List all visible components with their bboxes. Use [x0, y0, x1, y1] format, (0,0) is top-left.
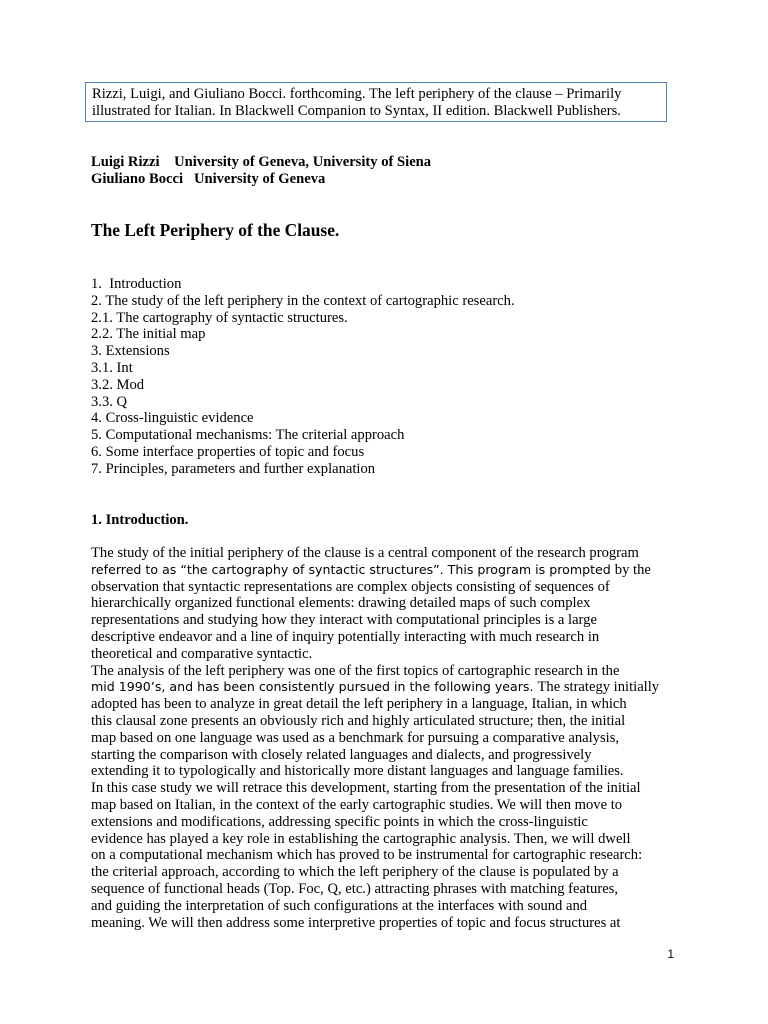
toc-item: 4. Cross-linguistic evidence: [91, 410, 254, 427]
text-line: the criterial approach, according to which the left periphery of the clause is populated by a: [91, 864, 619, 881]
text-line: observation that syntactic representations are complex objects consisting of sequences of: [91, 578, 610, 595]
toc-item: 2.1. The cartography of syntactic structures.: [91, 309, 348, 326]
toc-item: 3.3. Q: [91, 393, 128, 410]
author-line: Luigi Rizzi University of Geneva, University of Siena: [91, 154, 432, 170]
text-line: referred to as “the cartography of syntactic structures”. This program is prompted by the: [91, 561, 651, 578]
text-line: this clausal zone presents an obviously rich and highly articulated structure; then, the initial: [91, 712, 626, 729]
author-affiliations: [91, 154, 711, 188]
author-line: Giuliano Bocci University of Geneva: [91, 171, 326, 187]
text-line: theoretical and comparative syntactic.: [91, 645, 313, 662]
toc-item: 6. Some interface properties of topic and focus: [91, 443, 365, 460]
text-line: adopted has been to analyze in great detail the left periphery in a language, Italian, in which: [91, 696, 627, 713]
text-line: descriptive endeavor and a line of inquiry potentially interacting with much research in: [91, 628, 600, 645]
text-line: extensions and modifications, addressing specific points in which the cross-linguistic: [91, 813, 588, 830]
paper-title: The Left Periphery of the Clause.: [91, 220, 340, 240]
text-line: sequence of functional heads (Top. Foc, Q, etc.) attracting phrases with matching features,: [91, 880, 619, 897]
toc-item: 3.1. Int: [91, 359, 133, 376]
toc-item: 1. Introduction: [91, 276, 182, 292]
text-line: mid 1990’s, and has been consistently pursued in the following years. The strategy initially: [91, 679, 660, 696]
body-text: [91, 545, 691, 931]
text-line: In this case study we will retrace this development, starting from the presentation of the initial: [91, 780, 641, 797]
text-line: on a computational mechanism which has proved to be instrumental for cartographic research:: [91, 847, 643, 864]
page-number: 1: [667, 947, 674, 961]
text-line: map based on Italian, in the context of the early cartographic studies. We will then move to: [91, 796, 623, 813]
text-line: representations and studying how they interact with computational principles is a large: [91, 612, 597, 629]
text-line: and guiding the interpretation of such configurations at the interfaces with sound and: [91, 897, 588, 914]
toc-item: 7. Principles, parameters and further explanation: [91, 460, 376, 477]
text-line: meaning. We will then address some interpretive properties of topic and focus structures at: [91, 914, 621, 931]
toc-item: 3.2. Mod: [91, 376, 145, 393]
toc-item: 3. Extensions: [91, 343, 170, 360]
paragraph: [91, 780, 691, 931]
toc-item: 5. Computational mechanisms: The criterial approach: [91, 427, 405, 444]
text-line: hierarchically organized functional elements: drawing detailed maps of such complex: [91, 595, 591, 612]
paragraph: [91, 545, 691, 663]
citation-box: [85, 82, 667, 122]
toc-item: 2. The study of the left periphery in the context of cartographic research.: [91, 292, 515, 309]
citation-text: Rizzi, Luigi, and Giuliano Bocci. forthcoming. The left periphery of the clause – Primarily illustrated for Italian. In Blackwell Companion to Syntax, II edition. Blackwell Publishers.: [92, 86, 622, 119]
text-line: The study of the initial periphery of the clause is a central component of the research program: [91, 545, 639, 561]
text-line: starting the comparison with closely related languages and dialects, and progressively: [91, 746, 592, 763]
paragraph: [91, 663, 691, 781]
text-line: extending it to typologically and historically more distant languages and language families.: [91, 763, 624, 780]
text-line: The analysis of the left periphery was one of the first topics of cartographic research in the: [91, 662, 620, 679]
section-heading: 1. Introduction.: [91, 512, 189, 528]
text-line: evidence has played a key role in establishing the cartographic analysis. Then, we will dwell: [91, 830, 631, 847]
toc-item: 2.2. The initial map: [91, 326, 206, 343]
text-line: map based on one language was used as a benchmark for pursuing a comparative analysis,: [91, 729, 620, 746]
table-of-contents: [91, 276, 711, 478]
